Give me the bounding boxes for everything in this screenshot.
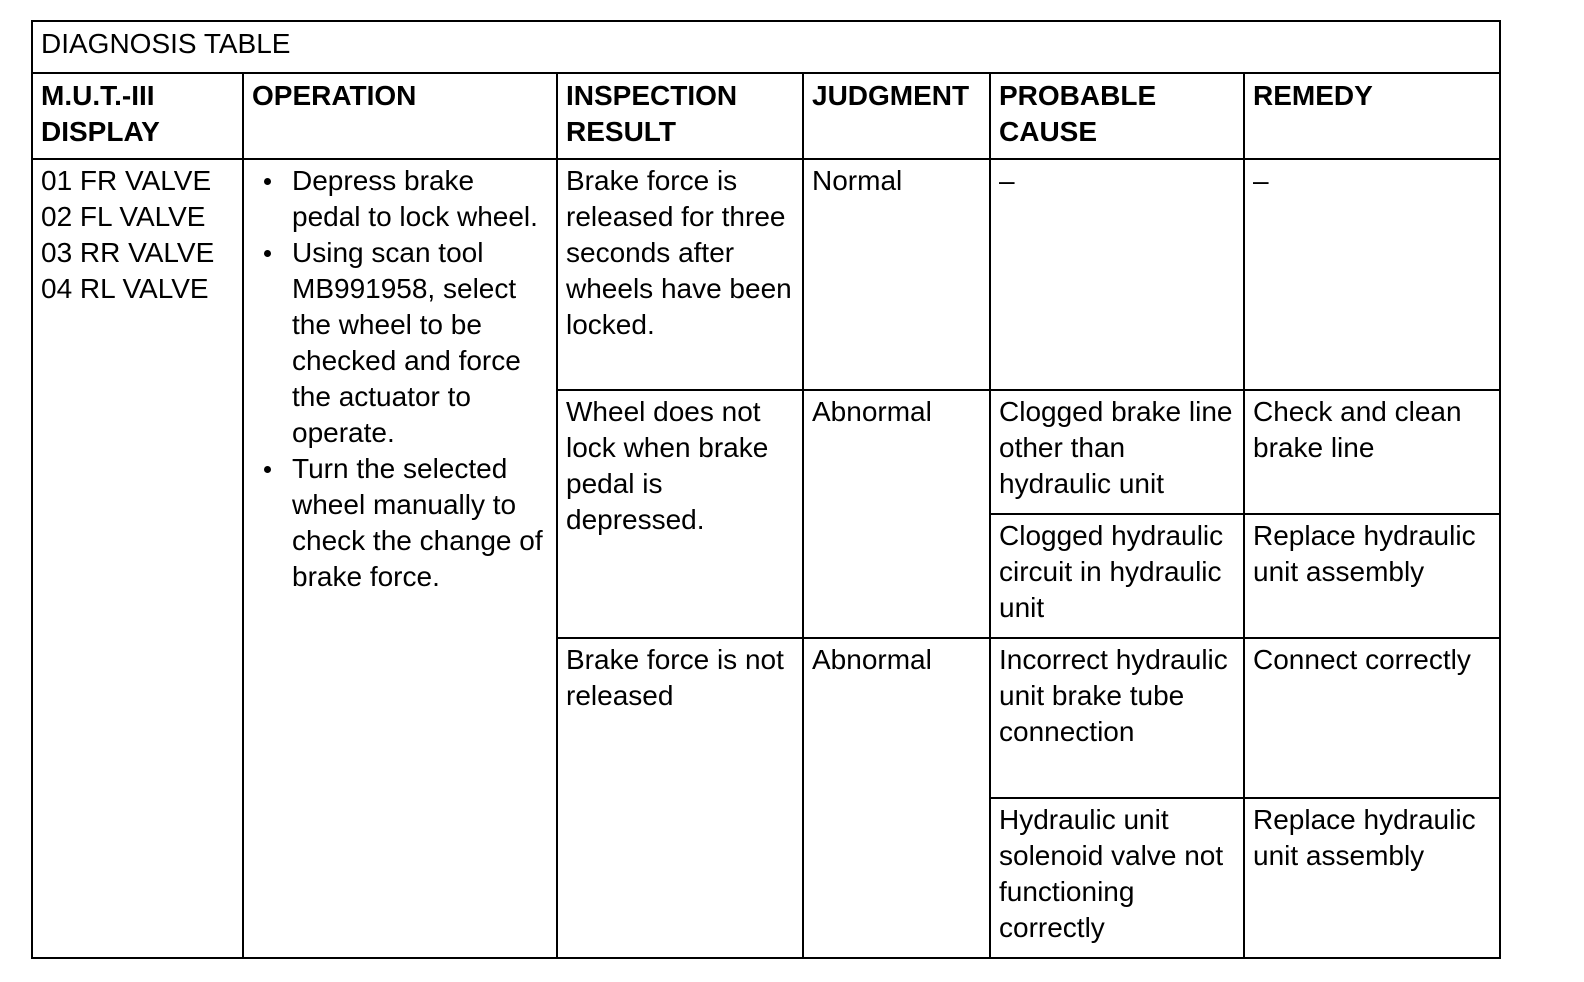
remedy-cell: – (1244, 159, 1500, 390)
header-display: M.U.T.-III DISPLAY (32, 73, 243, 159)
judgment-cell: Abnormal (803, 390, 990, 637)
header-probable-cause: PROBABLE CAUSE (990, 73, 1244, 159)
probable-cause-cell: Clogged hydraulic circuit in hydraulic unit (990, 514, 1244, 637)
header-inspection-result: INSPECTION RESULT (557, 73, 803, 159)
inspection-result-cell: Brake force is not released (557, 638, 803, 958)
table-row (32, 159, 1500, 390)
operation-step (252, 163, 548, 235)
inspection-result-cell: Brake force is released for three seconds after wheels have been locked. (557, 159, 803, 390)
bullet-icon (264, 178, 271, 185)
probable-cause-cell: Clogged brake line other than hydraulic unit (990, 390, 1244, 514)
probable-cause-cell: Incorrect hydraulic unit brake tube connection (990, 638, 1244, 798)
operation-step-text: Turn the selected wheel manually to check the change of brake force. (292, 453, 543, 593)
remedy-cell: Connect correctly (1244, 638, 1500, 798)
probable-cause-cell: – (990, 159, 1244, 390)
header-judgment: JUDGMENT (803, 73, 990, 159)
judgment-cell: Normal (803, 159, 990, 390)
remedy-cell: Check and clean brake line (1244, 390, 1500, 514)
operation-list (252, 163, 548, 595)
operation-step-text: Using scan tool MB991958, select the wheel to be checked and force the actuator to operate. (292, 237, 521, 449)
operation-cell (243, 159, 557, 958)
table-title-row (32, 21, 1500, 73)
judgment-cell: Abnormal (803, 638, 990, 958)
table-title: DIAGNOSIS TABLE (32, 21, 1500, 73)
remedy-cell: Replace hydraulic unit assembly (1244, 798, 1500, 958)
table-header-row (32, 73, 1500, 159)
operation-step (252, 235, 548, 451)
probable-cause-cell: Hydraulic unit solenoid valve not functioning correctly (990, 798, 1244, 958)
operation-step-text: Depress brake pedal to lock wheel. (292, 165, 538, 233)
bullet-icon (264, 250, 271, 257)
operation-step (252, 451, 548, 595)
inspection-result-cell: Wheel does not lock when brake pedal is depressed. (557, 390, 803, 637)
header-operation: OPERATION (243, 73, 557, 159)
diagnosis-table (31, 20, 1501, 959)
display-values-cell: 01 FR VALVE 02 FL VALVE 03 RR VALVE 04 RL VALVE (32, 159, 243, 958)
bullet-icon (264, 466, 271, 473)
header-remedy: REMEDY (1244, 73, 1500, 159)
remedy-cell: Replace hydraulic unit assembly (1244, 514, 1500, 637)
